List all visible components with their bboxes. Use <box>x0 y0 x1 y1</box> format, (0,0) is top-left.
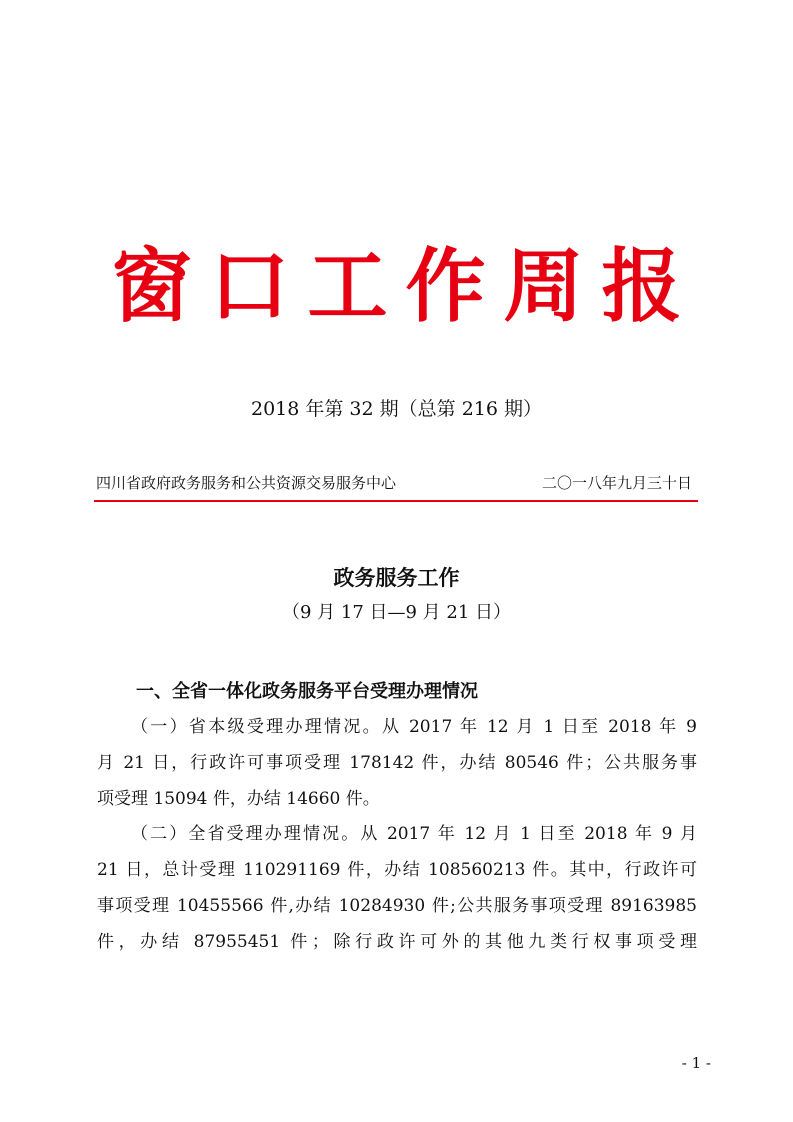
section-title: 政务服务工作 <box>333 565 460 590</box>
issue-date: 二〇一八年九月三十日 <box>541 474 692 492</box>
paragraph-line: 事项受理 10455566 件,办结 10284930 件;公共服务事项受理 89163985 <box>97 896 697 916</box>
masthead-title: 窗口工作周报 <box>111 239 700 333</box>
meta-row <box>96 470 696 496</box>
page-number: - 1 - <box>681 1054 711 1072</box>
paragraph-line: （二）全省受理办理情况。从 2017 年 12 月 1 日至 2018 年 9 月 <box>131 824 697 844</box>
issuing-organization: 四川省政府政务服务和公共资源交易服务中心 <box>96 474 397 492</box>
issue-number: 2018 年第 32 期（总第 216 期） <box>251 398 542 420</box>
red-divider-line <box>94 500 698 502</box>
heading-platform-statistics: 一、全省一体化政务服务平台受理办理情况 <box>136 681 478 702</box>
paragraph-line: 21 日，总计受理 110291169 件，办结 108560213 件。其中，行政许可 <box>97 860 697 880</box>
paragraph-line: 件，办结 87955451 件；除行政许可外的其他九类行权事项受理 <box>97 932 697 952</box>
paragraph-line: 项受理 15094 件，办结 14660 件。 <box>97 789 380 809</box>
paragraph-line: 月 21 日，行政许可事项受理 178142 件，办结 80546 件；公共服务事 <box>97 753 697 773</box>
paragraph-line: （一）省本级受理办理情况。从 2017 年 12 月 1 日至 2018 年 9 <box>131 717 697 737</box>
section-date-range: （9 月 17 日—9 月 21 日） <box>281 602 512 623</box>
